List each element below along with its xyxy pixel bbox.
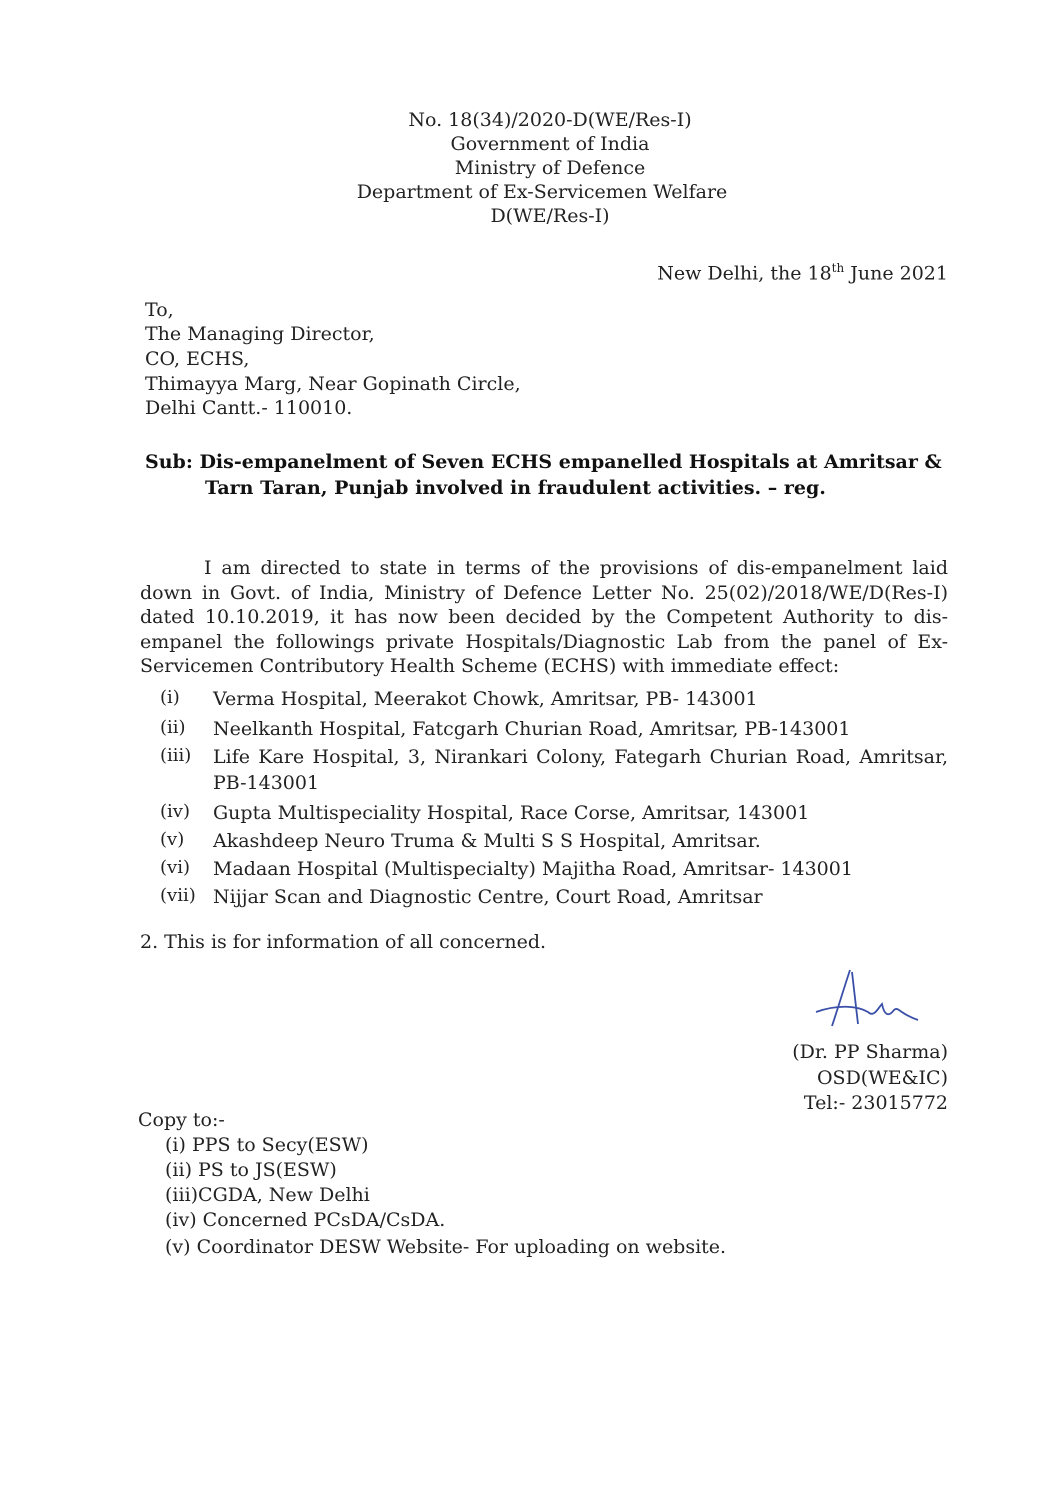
copy-to-item: (v) Coordinator DESW Website- For uploading on website. [165,1236,727,1258]
department-name: Department of Ex-Servicemen Welfare [356,181,728,203]
list-number: (vii) [160,885,196,906]
addressee-line: Thimayya Marg, Near Gopinath Circle, [145,373,521,395]
list-item: Life Kare Hospital, 3, Nirankari Colony, Fategarh Churian Road, Amritsar, PB-143001 [213,746,948,794]
subject-line-1: Sub: Dis-empanelment of Seven ECHS empanelled Hospitals at Amritsar & [145,451,942,473]
signatory-designation: OSD(WE&IC) [816,1067,948,1089]
ministry-name: Ministry of Defence [454,157,646,179]
addressee-line: CO, ECHS, [145,348,250,370]
subject-line-2: Tarn Taran, Punjab involved in fraudulent activities. – reg. [205,477,826,499]
to-label: To, [145,299,174,321]
list-number: (iii) [160,745,192,766]
date-prefix: New Delhi, the 18 [657,262,832,285]
list-item: Nijjar Scan and Diagnostic Centre, Court Road, Amritsar [213,886,763,908]
date-suffix: June 2021 [844,262,948,285]
body-paragraph: I am directed to state in terms of the provisions of dis-empanelment laid down in Govt. of India, Ministry of Defence Letter No. 25(02)/2018/WE/D(Res-I) dated 10.10.2019, it has now been decided by the Competent Authority to dis-empanel the followings private Hospitals/Diagnostic Lab from the panel of Ex- Servicemen Contributory Health Scheme (ECHS) with immediate effect: [140,557,948,677]
list-number: (iv) [160,801,190,822]
signature-image [808,968,928,1033]
signatory-telephone: Tel:- 23015772 [803,1092,948,1114]
government-name: Government of India [450,133,650,155]
list-item: Verma Hospital, Meerakot Chowk, Amritsar, PB- 143001 [213,688,758,710]
addressee-line: The Managing Director, [145,323,375,345]
list-item: Madaan Hospital (Multispecialty) Majitha Road, Amritsar- 143001 [213,858,853,880]
list-number: (ii) [160,717,186,738]
list-number: (i) [160,687,180,708]
copy-to-item: (ii) PS to JS(ESW) [165,1159,337,1181]
signatory-name: (Dr. PP Sharma) [792,1041,948,1063]
list-number: (vi) [160,857,190,878]
copy-to-item: (iii)CGDA, New Delhi [165,1184,370,1206]
list-item: Neelkanth Hospital, Fatcgarh Churian Road, Amritsar, PB-143001 [213,718,851,740]
paragraph-2: 2. This is for information of all concerned. [140,931,547,953]
copy-to-item: (i) PPS to Secy(ESW) [165,1134,369,1156]
list-item: Akashdeep Neuro Truma & Multi S S Hospital, Amritsar. [213,830,761,852]
letter-date [657,256,948,285]
section-name: D(WE/Res-I) [490,205,610,227]
copy-to-item: (iv) Concerned PCsDA/CsDA. [165,1209,446,1231]
addressee-line: Delhi Cantt.- 110010. [145,397,353,419]
copy-to-label: Copy to:- [138,1109,225,1131]
reference-number: No. 18(34)/2020-D(WE/Res-I) [408,109,692,131]
list-item: Gupta Multispeciality Hospital, Race Corse, Amritsar, 143001 [213,802,810,824]
date-sup: th [831,261,845,275]
list-number: (v) [160,829,185,850]
